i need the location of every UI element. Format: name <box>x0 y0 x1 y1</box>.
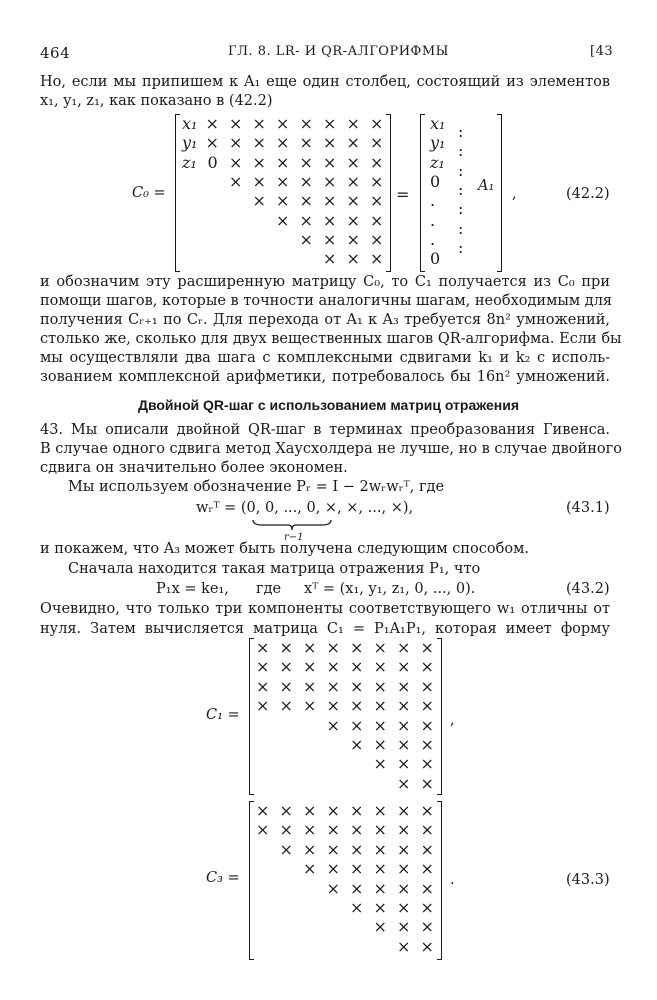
matrix-cross: × <box>370 133 384 153</box>
matrix-cross: × <box>420 820 434 840</box>
c3-label: C₃ = <box>206 870 240 886</box>
matrix-cross: × <box>346 229 360 249</box>
matrix-cross: × <box>397 715 411 735</box>
eq-comma: , <box>512 186 517 202</box>
matrix-cross: × <box>279 676 293 696</box>
matrix-entry: z₁ <box>430 152 445 172</box>
matrix-entry: x₁ <box>430 114 446 133</box>
matrix-cross: × <box>299 210 313 230</box>
matrix-cross: × <box>252 114 266 133</box>
text-line: столько же, сколько для двух вещественных шагов QR-алгорифма. Если бы <box>40 331 622 347</box>
matrix-cross: × <box>326 715 340 735</box>
matrix-left-bracket <box>175 114 180 272</box>
equation-number: (43.3) <box>566 872 610 888</box>
text-line: Очевидно, что только три компоненты соответствующего w₁ отличны от <box>40 601 610 617</box>
matrix-cross: × <box>279 638 293 657</box>
matrix-cross: × <box>303 801 317 820</box>
matrix-cross: × <box>397 898 411 917</box>
matrix-cross: × <box>373 898 387 917</box>
matrix-cross: × <box>326 820 340 840</box>
eq-period: . <box>450 872 455 888</box>
matrix-cross: × <box>397 859 411 879</box>
matrix-cross: × <box>420 657 434 677</box>
matrix-cross: × <box>299 114 313 133</box>
underbrace-label: r−1 <box>284 532 304 543</box>
matrix-cross: × <box>370 210 384 230</box>
matrix-cross: × <box>346 249 360 269</box>
matrix-cross: × <box>326 638 340 657</box>
text-line: мы осуществляли два шага с комплексными сдвигами k₁ и k₂ с исполь- <box>40 350 610 366</box>
matrix-cross: × <box>256 657 270 677</box>
matrix-entry: x₁ <box>182 114 198 133</box>
matrix-entry: 0 <box>430 171 441 191</box>
matrix-dots: : <box>458 122 464 141</box>
matrix-cross: × <box>323 133 337 153</box>
matrix-cross: × <box>299 229 313 249</box>
equation-number: (43.1) <box>566 500 610 516</box>
matrix-cross: × <box>350 676 364 696</box>
matrix-cross: × <box>256 676 270 696</box>
text-line: получения Cᵣ₊₁ по Cᵣ. Для перехода от A₁ к A₃ требуется 8n² умножений, <box>40 312 610 328</box>
matrix-left-bracket <box>420 114 425 272</box>
text-line: и покажем, что A₃ может быть получена следующим способом. <box>40 541 529 557</box>
matrix-cross: × <box>397 735 411 754</box>
text-line: помощи шагов, которые в точности аналогичны шагам, необходимым для <box>40 293 613 309</box>
equation-number: (42.2) <box>566 186 610 202</box>
matrix-cross: × <box>299 152 313 172</box>
matrix-cross: × <box>350 898 364 917</box>
matrix-cross: × <box>373 638 387 657</box>
matrix-cross: × <box>397 773 411 793</box>
c1-label: C₁ = <box>206 707 240 723</box>
matrix-entry: 0 <box>430 249 441 269</box>
matrix-cross: × <box>279 820 293 840</box>
matrix-cross: × <box>323 171 337 191</box>
matrix-cross: × <box>420 878 434 898</box>
matrix-cross: × <box>350 820 364 840</box>
matrix-cross: × <box>299 191 313 211</box>
matrix-cross: × <box>350 638 364 657</box>
matrix-cross: × <box>350 715 364 735</box>
matrix-cross: × <box>303 696 317 716</box>
matrix-entry: . <box>430 229 436 249</box>
matrix-cross: × <box>252 191 266 211</box>
matrix-cross: × <box>373 715 387 735</box>
text-line: Сначала находится такая матрица отражения P₁, что <box>68 561 481 577</box>
matrix-cross: × <box>279 696 293 716</box>
matrix-cross: × <box>256 820 270 840</box>
text-line: и обозначим эту расширенную матрицу C₀, то C₁ получается из C₀ при <box>40 274 610 290</box>
eq-comma: , <box>450 712 455 728</box>
matrix-cross: × <box>420 735 434 754</box>
matrix-cross: × <box>420 859 434 879</box>
matrix-cross: × <box>323 210 337 230</box>
matrix-cross: × <box>373 917 387 937</box>
matrix-cross: × <box>420 801 434 820</box>
matrix-cross: × <box>397 801 411 820</box>
matrix-cross: × <box>323 229 337 249</box>
equation-number: (43.2) <box>566 581 610 597</box>
eq432-right: xᵀ = (x₁, y₁, z₁, 0, ..., 0). <box>304 581 476 597</box>
matrix-cross: × <box>370 229 384 249</box>
matrix-cross: × <box>205 114 219 133</box>
matrix-cross: × <box>346 191 360 211</box>
matrix-cross: × <box>397 657 411 677</box>
eq431: wᵣᵀ = (0, 0, ..., 0, ×, ×, ..., ×), <box>196 500 414 516</box>
matrix-cross: × <box>326 657 340 677</box>
matrix-cross: × <box>420 696 434 716</box>
matrix-cross: × <box>397 754 411 774</box>
matrix-cross: × <box>370 171 384 191</box>
block-label: A₁ <box>478 178 495 194</box>
matrix-dots: : <box>458 199 464 219</box>
matrix-entry: . <box>430 191 436 211</box>
matrix-cross: × <box>373 839 387 859</box>
eq432-left: P₁x = ke₁, <box>156 581 229 597</box>
running-title: ГЛ. 8. LR- И QR-АЛГОРИФМЫ <box>228 44 449 59</box>
matrix-cross: × <box>397 878 411 898</box>
matrix-cross: × <box>346 171 360 191</box>
matrix-entry: 0 <box>207 152 218 172</box>
matrix-cross: × <box>303 820 317 840</box>
matrix-cross: × <box>346 114 360 133</box>
matrix-cross: × <box>350 859 364 879</box>
matrix-cross: × <box>303 676 317 696</box>
matrix-left-bracket <box>249 801 254 960</box>
matrix-dots: : <box>458 141 464 161</box>
matrix-cross: × <box>370 114 384 133</box>
matrix-cross: × <box>252 133 266 153</box>
text-line: x₁, y₁, z₁, как показано в (42.2) <box>40 93 273 109</box>
eq432-where: где <box>256 581 282 597</box>
text-line: В случае одного сдвига метод Хаусхолдера не лучше, но в случае двойного <box>40 441 622 457</box>
matrix-cross: × <box>326 801 340 820</box>
matrix-cross: × <box>370 249 384 269</box>
matrix-cross: × <box>229 171 243 191</box>
matrix-cross: × <box>420 715 434 735</box>
matrix-cross: × <box>276 210 290 230</box>
matrix-cross: × <box>373 801 387 820</box>
matrix-cross: × <box>256 801 270 820</box>
text-line: Но, если мы припишем к A₁ еще один столбец, состоящий из элементов <box>40 74 610 90</box>
matrix-cross: × <box>326 859 340 879</box>
matrix-right-bracket <box>437 638 442 795</box>
matrix-cross: × <box>276 114 290 133</box>
matrix-cross: × <box>397 696 411 716</box>
matrix-cross: × <box>256 638 270 657</box>
matrix-cross: × <box>229 114 243 133</box>
matrix-cross: × <box>303 839 317 859</box>
matrix-cross: × <box>373 820 387 840</box>
page-number: 464 <box>40 44 71 62</box>
matrix-cross: × <box>370 152 384 172</box>
matrix-cross: × <box>397 676 411 696</box>
matrix-cross: × <box>397 936 411 956</box>
matrix-cross: × <box>326 839 340 859</box>
matrix-cross: × <box>420 754 434 774</box>
matrix-cross: × <box>229 152 243 172</box>
matrix-cross: × <box>256 696 270 716</box>
matrix-dots: : <box>458 179 464 199</box>
matrix-cross: × <box>420 936 434 956</box>
matrix-cross: × <box>252 171 266 191</box>
eq422-lhs: C₀ = <box>132 185 166 201</box>
matrix-entry: z₁ <box>182 152 197 172</box>
matrix-entry: . <box>430 210 436 230</box>
matrix-cross: × <box>326 696 340 716</box>
matrix-left-bracket <box>249 638 254 795</box>
matrix-right-bracket <box>497 114 502 272</box>
matrix-cross: × <box>323 191 337 211</box>
matrix-cross: × <box>276 171 290 191</box>
text-line: сдвига он значительно более экономен. <box>40 460 348 476</box>
matrix-cross: × <box>276 133 290 153</box>
book-page: 464 ГЛ. 8. LR- И QR-АЛГОРИФМЫ [43 Но, если мы припишем к A₁ еще один столбец, состоящий из элементов x₁, y₁, z₁, как показано в (42.2) C₀ = x₁ × × × × × × × × y₁ × × × × × × × × z₁ 0 × × × × × × × × × × × × × × × × × × × × × × × × × × × × × × × × = x₁ : y₁ : z₁ : 0 : . : . : . : 0 A₁ , (42.2) и обозначим эту расширенную матрицу C₀, то C₁ получается из C₀ при помощи шагов, которые в точности аналогичны шагам, необходимым для получения Cᵣ₊₁ по Cᵣ. Для перехода от A₁ к A₃ требуется 8n² умножений, столько же, сколько для двух вещественных шагов QR-алгорифма. Если бы мы осуществляли два шага с комплексными сдвигами k₁ и k₂ с исполь- зованием комплексной арифметики, потребовалось бы 16n² умножений. Двойной QR-шаг с использованием матриц отражения 43. Мы описали двойной QR-шаг в терминах преобразования Гивенса. В случае одного сдвига метод Хаусхолдера не лучше, но в случае двойного сдвига он значительно более экономен. Мы используем обозначение Pᵣ = I − 2wᵣwᵣᵀ, где wᵣᵀ = (0, 0, ..., 0, ×, ×, ..., ×), r−1 (43.1) и покажем, что A₃ может быть получена следующим способом. Сначала находится такая матрица отражения P₁, что P₁x = ke₁, где xᵀ = (x₁, y₁, z₁, 0, ..., 0). (43.2) Очевидно, что только три компоненты соответствующего w₁ отличны от нуля. Затем вычисляется матрица C₁ = P₁A₁P₁, которая имеет форму C₁ = × × × × × × × × × × × × × × × × × × × × × × × × × × × × × × × × × × × × × × × × × × × × × × , C₃ = × × × × × × × × × × × × × × × × × × × × × × × × × × × × × × × × × × × × × × × × × × × . (43.3) <box>0 0 657 1000</box>
matrix-cross: × <box>299 133 313 153</box>
matrix-cross: × <box>303 638 317 657</box>
matrix-cross: × <box>303 859 317 879</box>
matrix-cross: × <box>299 171 313 191</box>
matrix-cross: × <box>346 152 360 172</box>
matrix-cross: × <box>397 917 411 937</box>
matrix-cross: × <box>326 878 340 898</box>
matrix-cross: × <box>397 820 411 840</box>
matrix-cross: × <box>346 133 360 153</box>
matrix-cross: × <box>323 249 337 269</box>
matrix-cross: × <box>326 676 340 696</box>
matrix-cross: × <box>276 152 290 172</box>
matrix-right-bracket <box>437 801 442 960</box>
matrix-cross: × <box>420 676 434 696</box>
matrix-cross: × <box>350 696 364 716</box>
matrix-cross: × <box>370 191 384 211</box>
matrix-cross: × <box>350 657 364 677</box>
matrix-cross: × <box>373 859 387 879</box>
matrix-cross: × <box>350 839 364 859</box>
matrix-right-bracket <box>386 114 391 272</box>
matrix-cross: × <box>205 133 219 153</box>
matrix-cross: × <box>279 839 293 859</box>
matrix-dots: : <box>458 160 464 180</box>
matrix-cross: × <box>373 754 387 774</box>
matrix-cross: × <box>373 657 387 677</box>
text-line: Мы используем обозначение Pᵣ = I − 2wᵣwᵣᵀ, где <box>68 479 445 495</box>
matrix-cross: × <box>420 773 434 793</box>
text-line: зованием комплексной арифметики, потребовалось бы 16n² умножений. <box>40 369 610 385</box>
matrix-cross: × <box>420 917 434 937</box>
matrix-cross: × <box>303 657 317 677</box>
matrix-cross: × <box>420 898 434 917</box>
matrix-cross: × <box>279 657 293 677</box>
matrix-cross: × <box>346 210 360 230</box>
matrix-cross: × <box>252 152 266 172</box>
matrix-cross: × <box>397 839 411 859</box>
matrix-dots: : <box>458 237 464 257</box>
underbrace <box>252 519 332 531</box>
text-line: 43. Мы описали двойной QR-шаг в терминах преобразования Гивенса. <box>40 422 610 438</box>
matrix-cross: × <box>350 878 364 898</box>
matrix-cross: × <box>229 133 243 153</box>
matrix-cross: × <box>276 191 290 211</box>
matrix-entry: y₁ <box>182 133 198 153</box>
matrix-cross: × <box>350 801 364 820</box>
text-line: нуля. Затем вычисляется матрица C₁ = P₁A₁P₁, которая имеет форму <box>40 621 610 637</box>
section-ref: [43 <box>590 44 614 59</box>
matrix-cross: × <box>373 878 387 898</box>
section-heading: Двойной QR-шаг с использованием матриц отражения <box>137 397 520 413</box>
matrix-cross: × <box>323 114 337 133</box>
matrix-cross: × <box>323 152 337 172</box>
matrix-cross: × <box>420 638 434 657</box>
matrix-cross: × <box>373 735 387 754</box>
matrix-cross: × <box>397 638 411 657</box>
matrix-cross: × <box>420 839 434 859</box>
matrix-entry: y₁ <box>430 133 446 153</box>
matrix-cross: × <box>373 696 387 716</box>
matrix-cross: × <box>373 676 387 696</box>
matrix-dots: : <box>458 218 464 238</box>
matrix-cross: × <box>279 801 293 820</box>
matrix-cross: × <box>350 735 364 754</box>
